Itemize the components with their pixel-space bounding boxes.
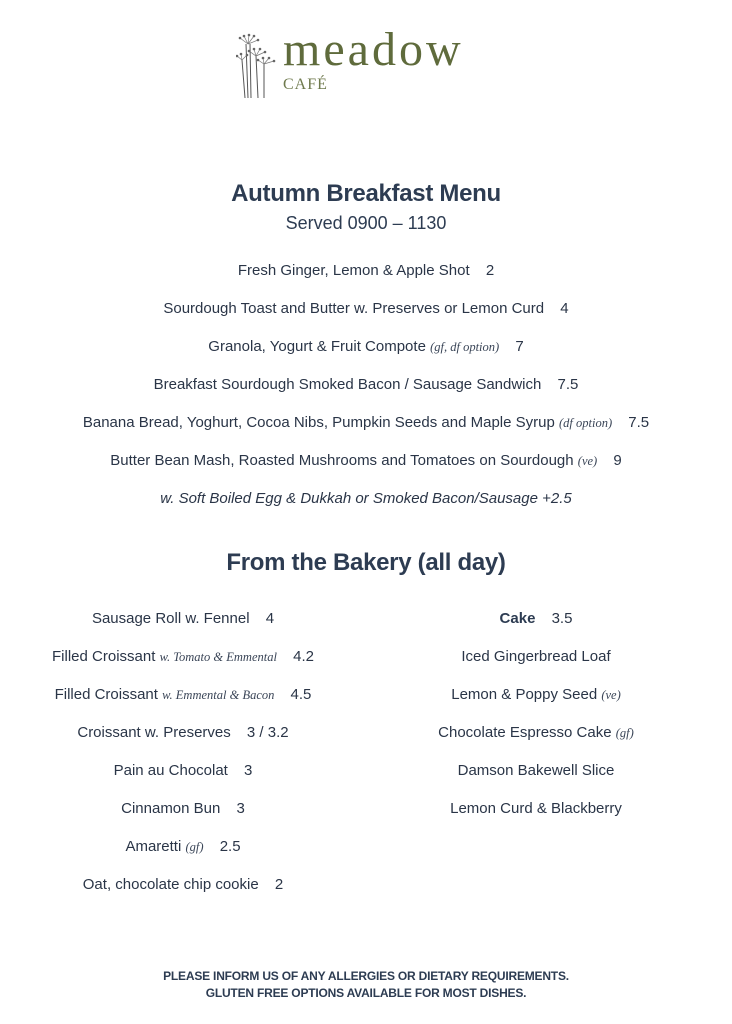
item-price: 2.5 bbox=[219, 838, 241, 855]
item-name: Chocolate Espresso Cake bbox=[438, 724, 612, 741]
bakery-item bbox=[28, 800, 338, 817]
allergy-notice bbox=[0, 968, 732, 1002]
cake-item bbox=[416, 724, 656, 741]
cafe-logo bbox=[236, 23, 506, 102]
item-name: Damson Bakewell Slice bbox=[457, 762, 615, 779]
item-name: Filled Croissant bbox=[52, 648, 156, 665]
dietary-note: (ve) bbox=[577, 454, 598, 468]
gluten-free-line: GLUTEN FREE OPTIONS AVAILABLE FOR MOST DISHES. bbox=[205, 986, 527, 1000]
item-price: 7.5 bbox=[557, 376, 579, 393]
item-price: 7.5 bbox=[628, 414, 650, 431]
cake-item bbox=[416, 686, 656, 703]
item-price: 3 bbox=[244, 762, 253, 779]
item-name: Fresh Ginger, Lemon & Apple Shot bbox=[237, 262, 470, 279]
cake-item bbox=[416, 648, 656, 665]
item-name: Iced Gingerbread Loaf bbox=[461, 648, 611, 665]
bakery-item bbox=[28, 876, 338, 893]
item-price: 4.2 bbox=[293, 648, 314, 665]
cake-heading bbox=[416, 610, 656, 627]
bakery-item bbox=[28, 610, 338, 627]
menu-addon: w. Soft Boiled Egg & Dukkah or Smoked Bacon/Sausage +2.5 bbox=[160, 490, 572, 507]
item-name: Pain au Chocolat bbox=[113, 762, 228, 779]
item-name: Granola, Yogurt & Fruit Compote bbox=[208, 338, 426, 355]
item-detail: w. Tomato & Emmental bbox=[159, 650, 277, 664]
breakfast-title: Autumn Breakfast Menu bbox=[231, 180, 501, 207]
bakery-item bbox=[28, 724, 338, 741]
bakery-item bbox=[28, 686, 338, 703]
menu-item bbox=[0, 414, 732, 431]
item-name: Lemon Curd & Blackberry bbox=[450, 800, 622, 817]
breakfast-served-hours: Served 0900 – 1130 bbox=[285, 213, 447, 233]
dietary-note: (gf) bbox=[185, 840, 204, 854]
item-name: Croissant w. Preserves bbox=[77, 724, 231, 741]
menu-item bbox=[0, 376, 732, 393]
item-name: Sourdough Toast and Butter w. Preserves or Lemon Curd bbox=[163, 300, 545, 317]
item-name: Lemon & Poppy Seed bbox=[451, 686, 598, 703]
dietary-note: (gf, df option) bbox=[430, 340, 500, 354]
item-price: 4 bbox=[265, 610, 275, 627]
cake-price: 3.5 bbox=[551, 610, 573, 627]
dietary-note: (gf) bbox=[615, 726, 634, 740]
bakery-title: From the Bakery (all day) bbox=[226, 549, 506, 576]
cow-parsley-flowers-icon bbox=[236, 32, 276, 100]
item-name: Oat, chocolate chip cookie bbox=[82, 876, 259, 893]
bakery-item bbox=[28, 838, 338, 855]
cake-item bbox=[416, 800, 656, 817]
item-price: 9 bbox=[613, 452, 622, 469]
menu-item bbox=[0, 300, 732, 317]
item-name: Amaretti bbox=[125, 838, 182, 855]
item-price: 4 bbox=[560, 300, 569, 317]
item-name: Banana Bread, Yoghurt, Cocoa Nibs, Pumpkin Seeds and Maple Syrup bbox=[82, 414, 555, 431]
item-price: 4.5 bbox=[290, 686, 312, 703]
brand-name: meadow bbox=[283, 23, 464, 76]
item-detail: w. Emmental & Bacon bbox=[162, 688, 275, 702]
item-price: 2 bbox=[274, 876, 284, 893]
menu-item bbox=[0, 338, 732, 355]
item-name: Filled Croissant bbox=[54, 686, 158, 703]
item-price: 3 bbox=[236, 800, 245, 817]
menu-item bbox=[0, 452, 732, 469]
item-name: Breakfast Sourdough Smoked Bacon / Sausage Sandwich bbox=[153, 376, 542, 393]
item-name: Cinnamon Bun bbox=[121, 800, 221, 817]
item-price: 7 bbox=[515, 338, 524, 355]
cake-item bbox=[416, 762, 656, 779]
menu-item bbox=[0, 262, 732, 279]
cake-heading-label: Cake bbox=[499, 610, 536, 627]
dietary-note: (ve) bbox=[601, 688, 621, 702]
brand-subtitle: CAFÉ bbox=[283, 76, 328, 93]
allergy-line: PLEASE INFORM US OF ANY ALLERGIES OR DIETARY REQUIREMENTS. bbox=[163, 969, 569, 983]
item-price: 3 / 3.2 bbox=[246, 724, 289, 741]
item-price: 2 bbox=[485, 262, 495, 279]
dietary-note: (df option) bbox=[558, 416, 613, 430]
item-name: Sausage Roll w. Fennel bbox=[91, 610, 250, 627]
item-name: Butter Bean Mash, Roasted Mushrooms and Tomatoes on Sourdough bbox=[110, 452, 574, 469]
bakery-item bbox=[28, 648, 338, 665]
bakery-item bbox=[28, 762, 338, 779]
